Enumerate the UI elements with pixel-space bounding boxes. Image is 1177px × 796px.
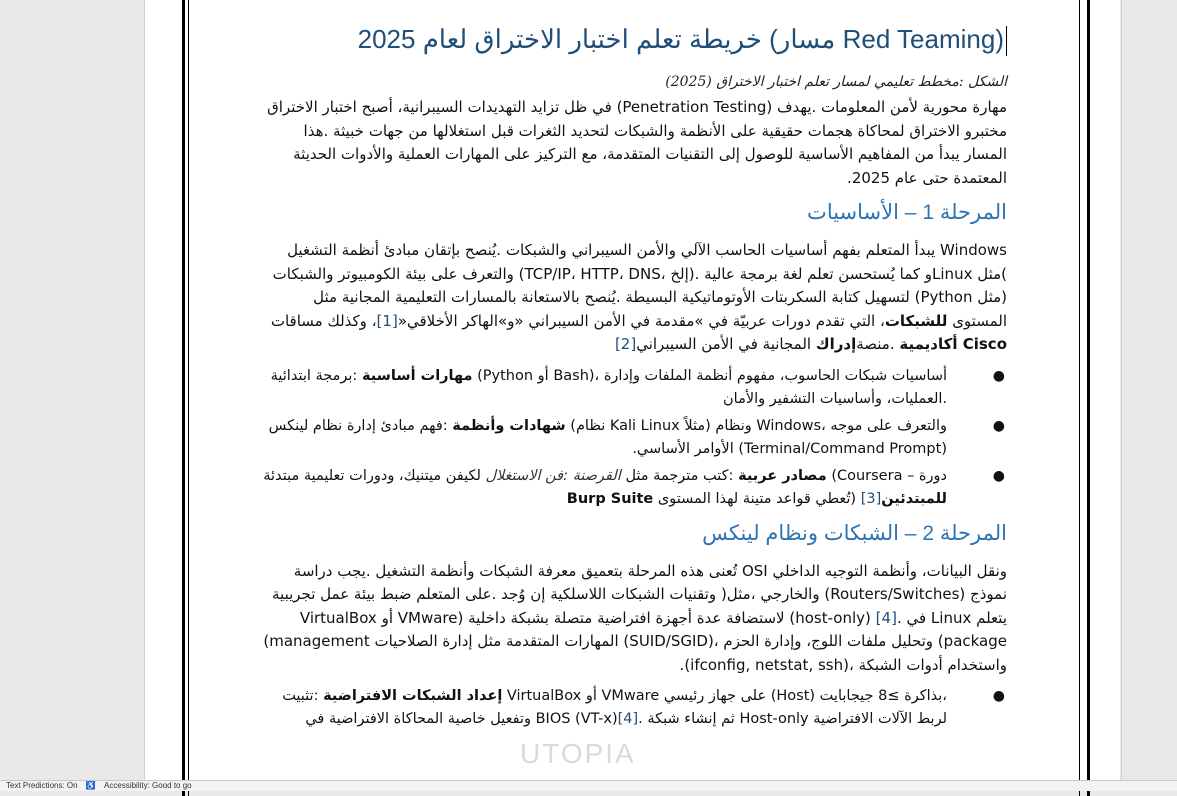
- phase2-text-b: (host-only) لاستضافة عدة أجهزة افتراضية متصلة بشبكة داخلية (VMware أو VirtualBox package) وتحليل ملفات اللوج، وإدارة الحزم ،(SUID/SGID) المهارات المتقدمة مثل إدارة الصلاحيات management) واستخدام أدوات الشبكة ،(ifconfig, netstat, ssh).: [263, 608, 1007, 674]
- bullet-text-post: :فهم مبادئ إدارة نظام لينكس (Terminal/Command Prompt) الأوامر الأساسي.: [268, 417, 947, 457]
- phase1-text-mid: ، وكذلك مساقات: [270, 311, 377, 330]
- book-title: القرصنة :فن الاستغلال: [485, 467, 621, 484]
- left-gutter: [0, 0, 145, 780]
- text-cursor: [1006, 26, 1007, 56]
- reference-link-4[interactable]: [4]: [875, 608, 897, 627]
- document-title-text: (Red Teaming مسار) خريطة تعلم اختبار الاختراق لعام 2025: [357, 24, 1004, 54]
- text-predictions-status[interactable]: Text Predictions: On: [6, 781, 78, 790]
- phase2-paragraph: [260, 560, 1007, 678]
- phase1-text-end: .منصة: [856, 335, 895, 354]
- bullet-icon: ●: [992, 467, 1005, 484]
- phase1-bold-cisco: Cisco أكاديمية: [899, 335, 1007, 354]
- bullet-bold: شهادات وأنظمة: [452, 417, 566, 434]
- phase1-text-end2: المجانية في الأمن السيبراني: [636, 335, 812, 354]
- right-gutter: [1121, 0, 1177, 780]
- bullet-text: أساسيات شبكات الحاسوب، مفهوم أنظمة الملفات وإدارة ،(Bash أو Python): [477, 367, 947, 384]
- phase1-paragraph: [260, 239, 1007, 357]
- list-item: [260, 685, 1005, 731]
- reference-link-1[interactable]: [1]: [376, 311, 398, 330]
- bullet-text: ،بذاكرة ≥8 جيجابايت (Host) على جهاز رئيسي VMware أو VirtualBox: [506, 688, 947, 705]
- phase1-bold-edraak: إدراك: [815, 335, 857, 354]
- bullet-text-post: :تثبيت لربط الآلات الافتراضية Host-only ثم إنشاء شبكة .BIOS (VT-x): [282, 688, 947, 728]
- document-title[interactable]: [260, 24, 1007, 56]
- list-item: [260, 465, 1005, 511]
- watermark: UTOPIA: [520, 738, 636, 769]
- figure-caption: الشكل :مخطط تعليمي لمسار تعلم اختبار الاختراق (2025): [665, 74, 1007, 91]
- phase2-text-pre: يتعلم Linux في .: [896, 608, 1007, 627]
- accessibility-icon: ♿: [85, 781, 96, 790]
- accessibility-status[interactable]: Accessibility: Good to go: [104, 781, 192, 790]
- phase2-text-a: ونقل البيانات، وأنظمة التوجيه الداخلي OSI تُعنى هذه المرحلة بتعميق معرفة الشبكات وأنظمة التشغيل .يجب دراسة نموذج (Routers/Switches) والخارجي ،مثل( وتقنيات الشبكات اللاسلكية إن وُجد .على المتعلم ضبط بيئة عمل تجريبية: [272, 561, 1007, 604]
- status-bar: [0, 780, 1177, 791]
- bullet-icon: ●: [992, 417, 1005, 434]
- phase2-bullet-list: [260, 685, 1007, 731]
- bullet-icon: ●: [992, 367, 1005, 384]
- bullet-text-post3: (تُعطي قواعد متينة لهذا المستوى: [657, 490, 857, 507]
- phase1-bold-networks: للشبكات: [884, 311, 948, 330]
- phase1-heading: المرحلة 1 – الأساسيات: [807, 201, 1007, 225]
- bullet-text: والتعرف على موجه ،Windows ونظام (مثلاً Kali Linux نظام): [570, 417, 947, 434]
- reference-link-2[interactable]: [2]: [614, 335, 637, 354]
- bullet-text-post2: لكيفن ميتنيك، ودورات تعليمية مبتدئة: [263, 467, 481, 484]
- bullet-text-post: :كتب مترجمة مثل: [625, 467, 734, 484]
- phase1-bullet-list: [260, 365, 1007, 511]
- bullet-text: دورة – Coursera): [831, 467, 947, 484]
- bullet-bold: مصادر عربية: [738, 467, 827, 484]
- phase2-heading: المرحلة 2 – الشبكات ونظام لينكس: [702, 521, 1007, 545]
- reference-link-4b[interactable]: [4]: [617, 711, 639, 728]
- bullet-bold-beginners: للمبتدئين: [881, 490, 947, 507]
- list-item: [260, 365, 1005, 411]
- phase1-text-a: Windows يبدأ المتعلم بفهم أساسيات الحاسب الآلي والأمن السيبراني والشبكات .يُنصح بإتقان مبادئ أنظمة التشغيل )مثل Linuxو كما يُستحسن تعلم لغة برمجة عالية .(إلخ ،TCP/IP، HTTP، DNS) والتعرف على بيئة الكومبيوتر والشبكات (مثل Python) لتسهيل كتابة السكربتات الأوتوماتيكية البسيطة .يُنصح بالاستعانة بالمسارات التعليمية المجانية مثل المستوى: [272, 241, 1007, 330]
- bullet-bold: إعداد الشبكات الافتراضية: [323, 688, 503, 705]
- document-page[interactable]: [145, 0, 1120, 780]
- reference-link-3[interactable]: [3]: [860, 490, 882, 507]
- phase1-text-b: ، التي تقدم دورات عربيّة في »مقدمة في الأمن السيبراني «و»الهاكر الأخلاقي«: [397, 311, 885, 330]
- intro-paragraph: مهارة محورية لأمن المعلومات .يهدف (Penetration Testing) في ظل تزايد التهديدات السيبرانية، أصبح اختبار الاختراق مختبرو الاختراق لمحاكاة هجمات حقيقية على الأنظمة والشبكات لتحديد الثغرات قبل استغلالها من جهات خبيثة .هذا المسار يبدأ من المفاهيم الأساسية للوصول إلى التقنيات المتقدمة، مع التركيز على المهارات العملية والأدوات الحديثة المعتمدة حتى عام 2025.: [267, 98, 1007, 187]
- list-item: [260, 415, 1005, 461]
- bullet-text-post2: وتفعيل خاصية المحاكاة الافتراضية في: [305, 711, 531, 728]
- document-body[interactable]: [260, 24, 1007, 739]
- bullet-icon: ●: [992, 688, 1005, 705]
- bullet-bold: مهارات أساسية: [361, 367, 473, 384]
- bullet-text-post: :برمجة ابتدائية .العمليات، وأساسيات التشفير والأمان: [270, 367, 947, 407]
- bullet-bold-burp: Burp Suite: [566, 490, 654, 507]
